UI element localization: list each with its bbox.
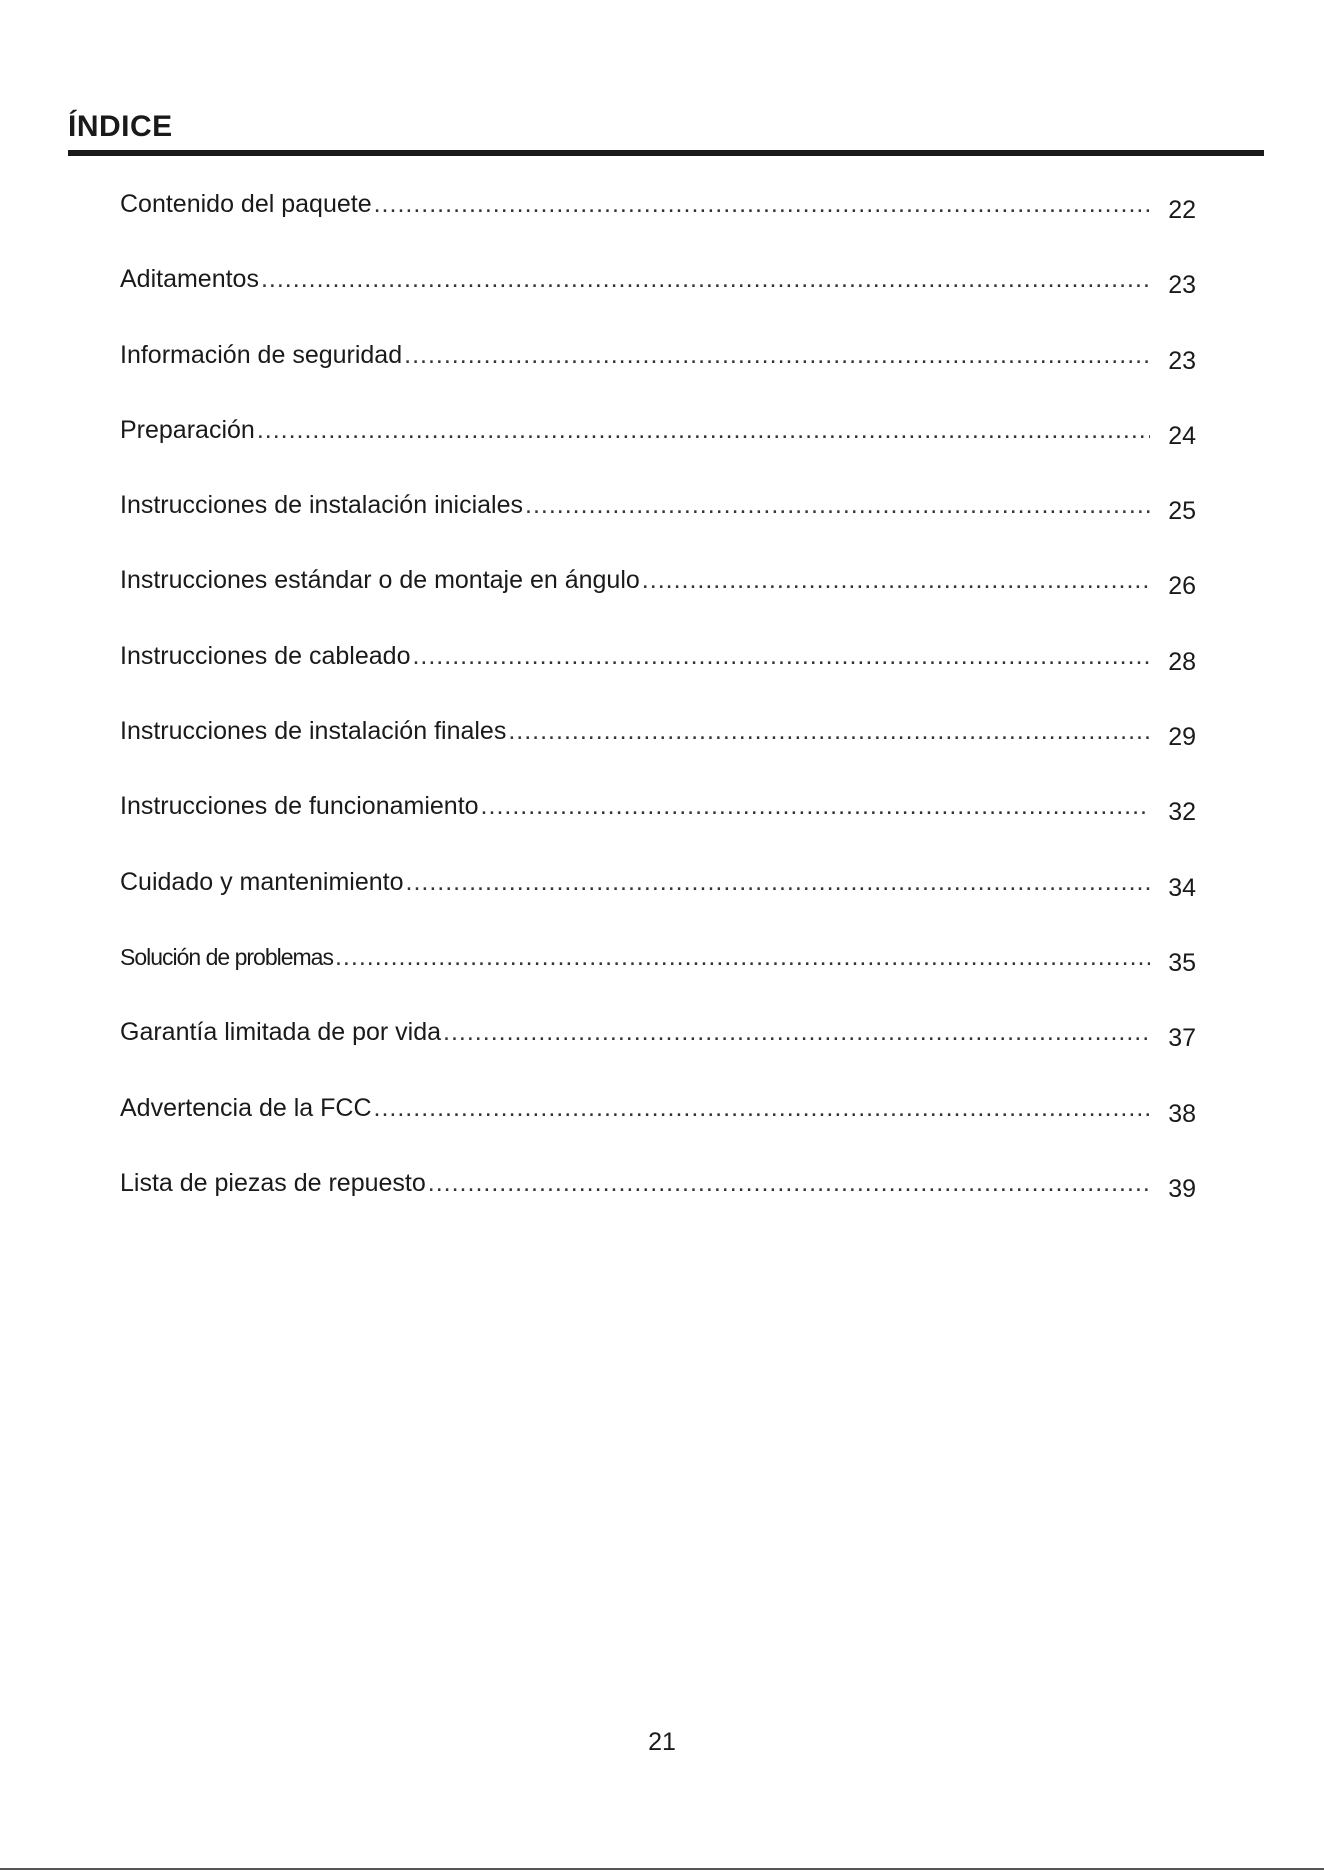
- toc-entry[interactable]: [120, 491, 1196, 566]
- toc-entry-page: 26: [1168, 572, 1196, 601]
- toc-dot-leader: [508, 717, 1150, 746]
- toc-entry-label: Instrucciones de instalación iniciales: [120, 491, 523, 520]
- toc-entry-page: 23: [1168, 346, 1196, 375]
- toc-entry-label: Garantía limitada de por vida: [120, 1018, 442, 1047]
- toc-dot-leader: [261, 265, 1150, 294]
- toc-entry-page: 37: [1168, 1024, 1196, 1053]
- toc-entry-page: 39: [1168, 1174, 1196, 1203]
- toc-entry[interactable]: [120, 416, 1196, 491]
- toc-entry[interactable]: [120, 792, 1196, 867]
- toc-entry-label: Cuidado y mantenimiento: [120, 867, 404, 896]
- toc-entry-page: 32: [1168, 798, 1196, 827]
- toc-entry[interactable]: [120, 341, 1196, 416]
- toc-entry-label: Solución de problemas: [120, 943, 333, 970]
- toc-entry-page: 24: [1168, 421, 1196, 450]
- toc-dot-leader: [481, 792, 1150, 821]
- toc-entry[interactable]: [120, 717, 1196, 792]
- toc-entry-label: Preparación: [120, 415, 255, 444]
- bottom-rule: [0, 1868, 1324, 1870]
- toc-dot-leader: [412, 642, 1150, 671]
- toc-entry-label: Advertencia de la FCC: [120, 1093, 372, 1122]
- page-title: ÍNDICE: [68, 110, 173, 143]
- toc-entry-label: Instrucciones de cableado: [120, 641, 411, 670]
- toc-entry-page: 35: [1168, 948, 1196, 977]
- toc-entry-label: Instrucciones estándar o de montaje en ángulo: [120, 566, 640, 595]
- toc-entry[interactable]: [120, 190, 1196, 265]
- page-number: 21: [648, 1728, 676, 1756]
- toc-entry-page: 28: [1168, 647, 1196, 676]
- toc-entry-label: Instrucciones de funcionamiento: [120, 792, 479, 821]
- table-of-contents: [120, 190, 1196, 1244]
- toc-entry-label: Contenido del paquete: [120, 190, 372, 218]
- toc-dot-leader: [257, 416, 1150, 445]
- toc-dot-leader: [335, 943, 1150, 972]
- toc-entry[interactable]: [120, 868, 1196, 943]
- toc-entry[interactable]: [120, 265, 1196, 340]
- toc-dot-leader: [443, 1018, 1150, 1047]
- toc-entry-page: 34: [1168, 873, 1196, 902]
- toc-entry-page: 22: [1168, 196, 1196, 224]
- toc-entry-label: Aditamentos: [120, 265, 259, 294]
- toc-dot-leader: [428, 1169, 1150, 1198]
- toc-entry-label: Instrucciones de instalación finales: [120, 717, 507, 746]
- toc-dot-leader: [525, 491, 1150, 520]
- toc-entry[interactable]: [120, 943, 1196, 1018]
- toc-entry-page: 23: [1168, 271, 1196, 300]
- toc-entry[interactable]: [120, 1094, 1196, 1169]
- toc-entry-page: 25: [1168, 497, 1196, 526]
- toc-entry[interactable]: [120, 1018, 1196, 1093]
- toc-entry[interactable]: [120, 566, 1196, 641]
- toc-entry-page: 38: [1168, 1099, 1196, 1128]
- toc-dot-leader: [642, 566, 1150, 595]
- toc-entry[interactable]: [120, 1169, 1196, 1244]
- toc-entry-page: 29: [1168, 723, 1196, 752]
- toc-entry-label: Lista de piezas de repuesto: [120, 1168, 426, 1197]
- toc-dot-leader: [406, 868, 1151, 897]
- toc-dot-leader: [374, 1094, 1150, 1123]
- toc-dot-leader: [374, 190, 1150, 219]
- title-rule: [68, 150, 1264, 156]
- toc-dot-leader: [404, 341, 1150, 370]
- toc-entry[interactable]: [120, 642, 1196, 717]
- toc-entry-label: Información de seguridad: [120, 340, 403, 369]
